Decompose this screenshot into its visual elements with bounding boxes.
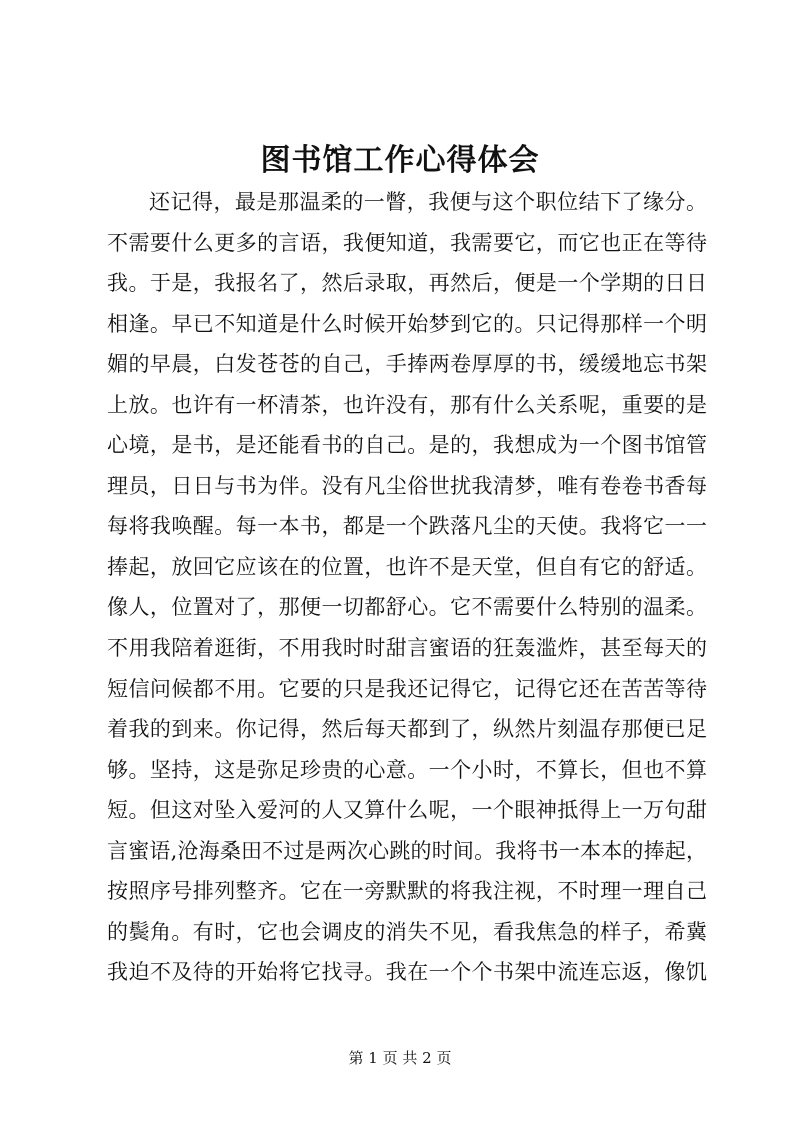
text-line: 上放。也许有一杯清茶，也许没有，那有什么关系呢，重要的是 [107,392,707,417]
document-title: 图书馆工作心得体会 [260,143,540,178]
text-line: 相逢。早已不知道是什么时候开始梦到它的。只记得那样一个明 [107,311,707,336]
text-line: 捧起，放回它应该在的位置，也许不是天堂，但自有它的舒适。 [107,554,707,579]
text-line: 的鬓角。有时，它也会调皮的消失不见，看我焦急的样子，希冀 [107,919,707,944]
text-line: 不用我陪着逛街，不用我时时甜言蜜语的狂轰滥炸，甚至每天的 [107,636,707,661]
text-line: 短。但这对坠入爱河的人又算什么呢，一个眼神抵得上一万句甜 [107,798,707,823]
text-line: 还记得，最是那温柔的一瞥，我便与这个职位结下了缘分。 [149,190,707,214]
text-line: 够。坚持，这是弥足珍贵的心意。一个小时，不算长，但也不算 [107,757,707,782]
text-line: 不需要什么更多的言语，我便知道，我需要它，而它也正在等待 [107,230,707,255]
text-line: 每将我唤醒。每一本书，都是一个跌落凡尘的天使。我将它一一 [107,514,707,539]
page-footer: 第 1 页 共 2 页 [348,1049,452,1067]
text-line: 按照序号排列整齐。它在一旁默默的将我注视，不时理一理自己 [107,879,707,904]
body-paragraph [107,182,707,993]
text-line: 我。于是，我报名了，然后录取，再然后，便是一个学期的日日 [107,271,707,296]
text-line: 着我的到来。你记得，然后每天都到了，纵然片刻温存那便已足 [107,717,707,742]
text-line: 像人，位置对了，那便一切都舒心。它不需要什么特别的温柔。 [107,595,707,620]
text-line: 言蜜语,沧海桑田不过是两次心跳的时间。我将书一本本的捧起， [107,838,707,863]
text-line: 心境，是书，是还能看书的自己。是的，我想成为一个图书馆管 [107,433,707,458]
text-line: 媚的早晨，白发苍苍的自己，手捧两卷厚厚的书，缓缓地忘书架 [107,352,707,377]
text-line: 短信问候都不用。它要的只是我还记得它，记得它还在苦苦等待 [107,676,707,701]
text-line: 理员，日日与书为伴。没有凡尘俗世扰我清梦，唯有卷卷书香每 [107,473,707,498]
text-line: 我迫不及待的开始将它找寻。我在一个个书架中流连忘返，像饥 [107,960,707,985]
